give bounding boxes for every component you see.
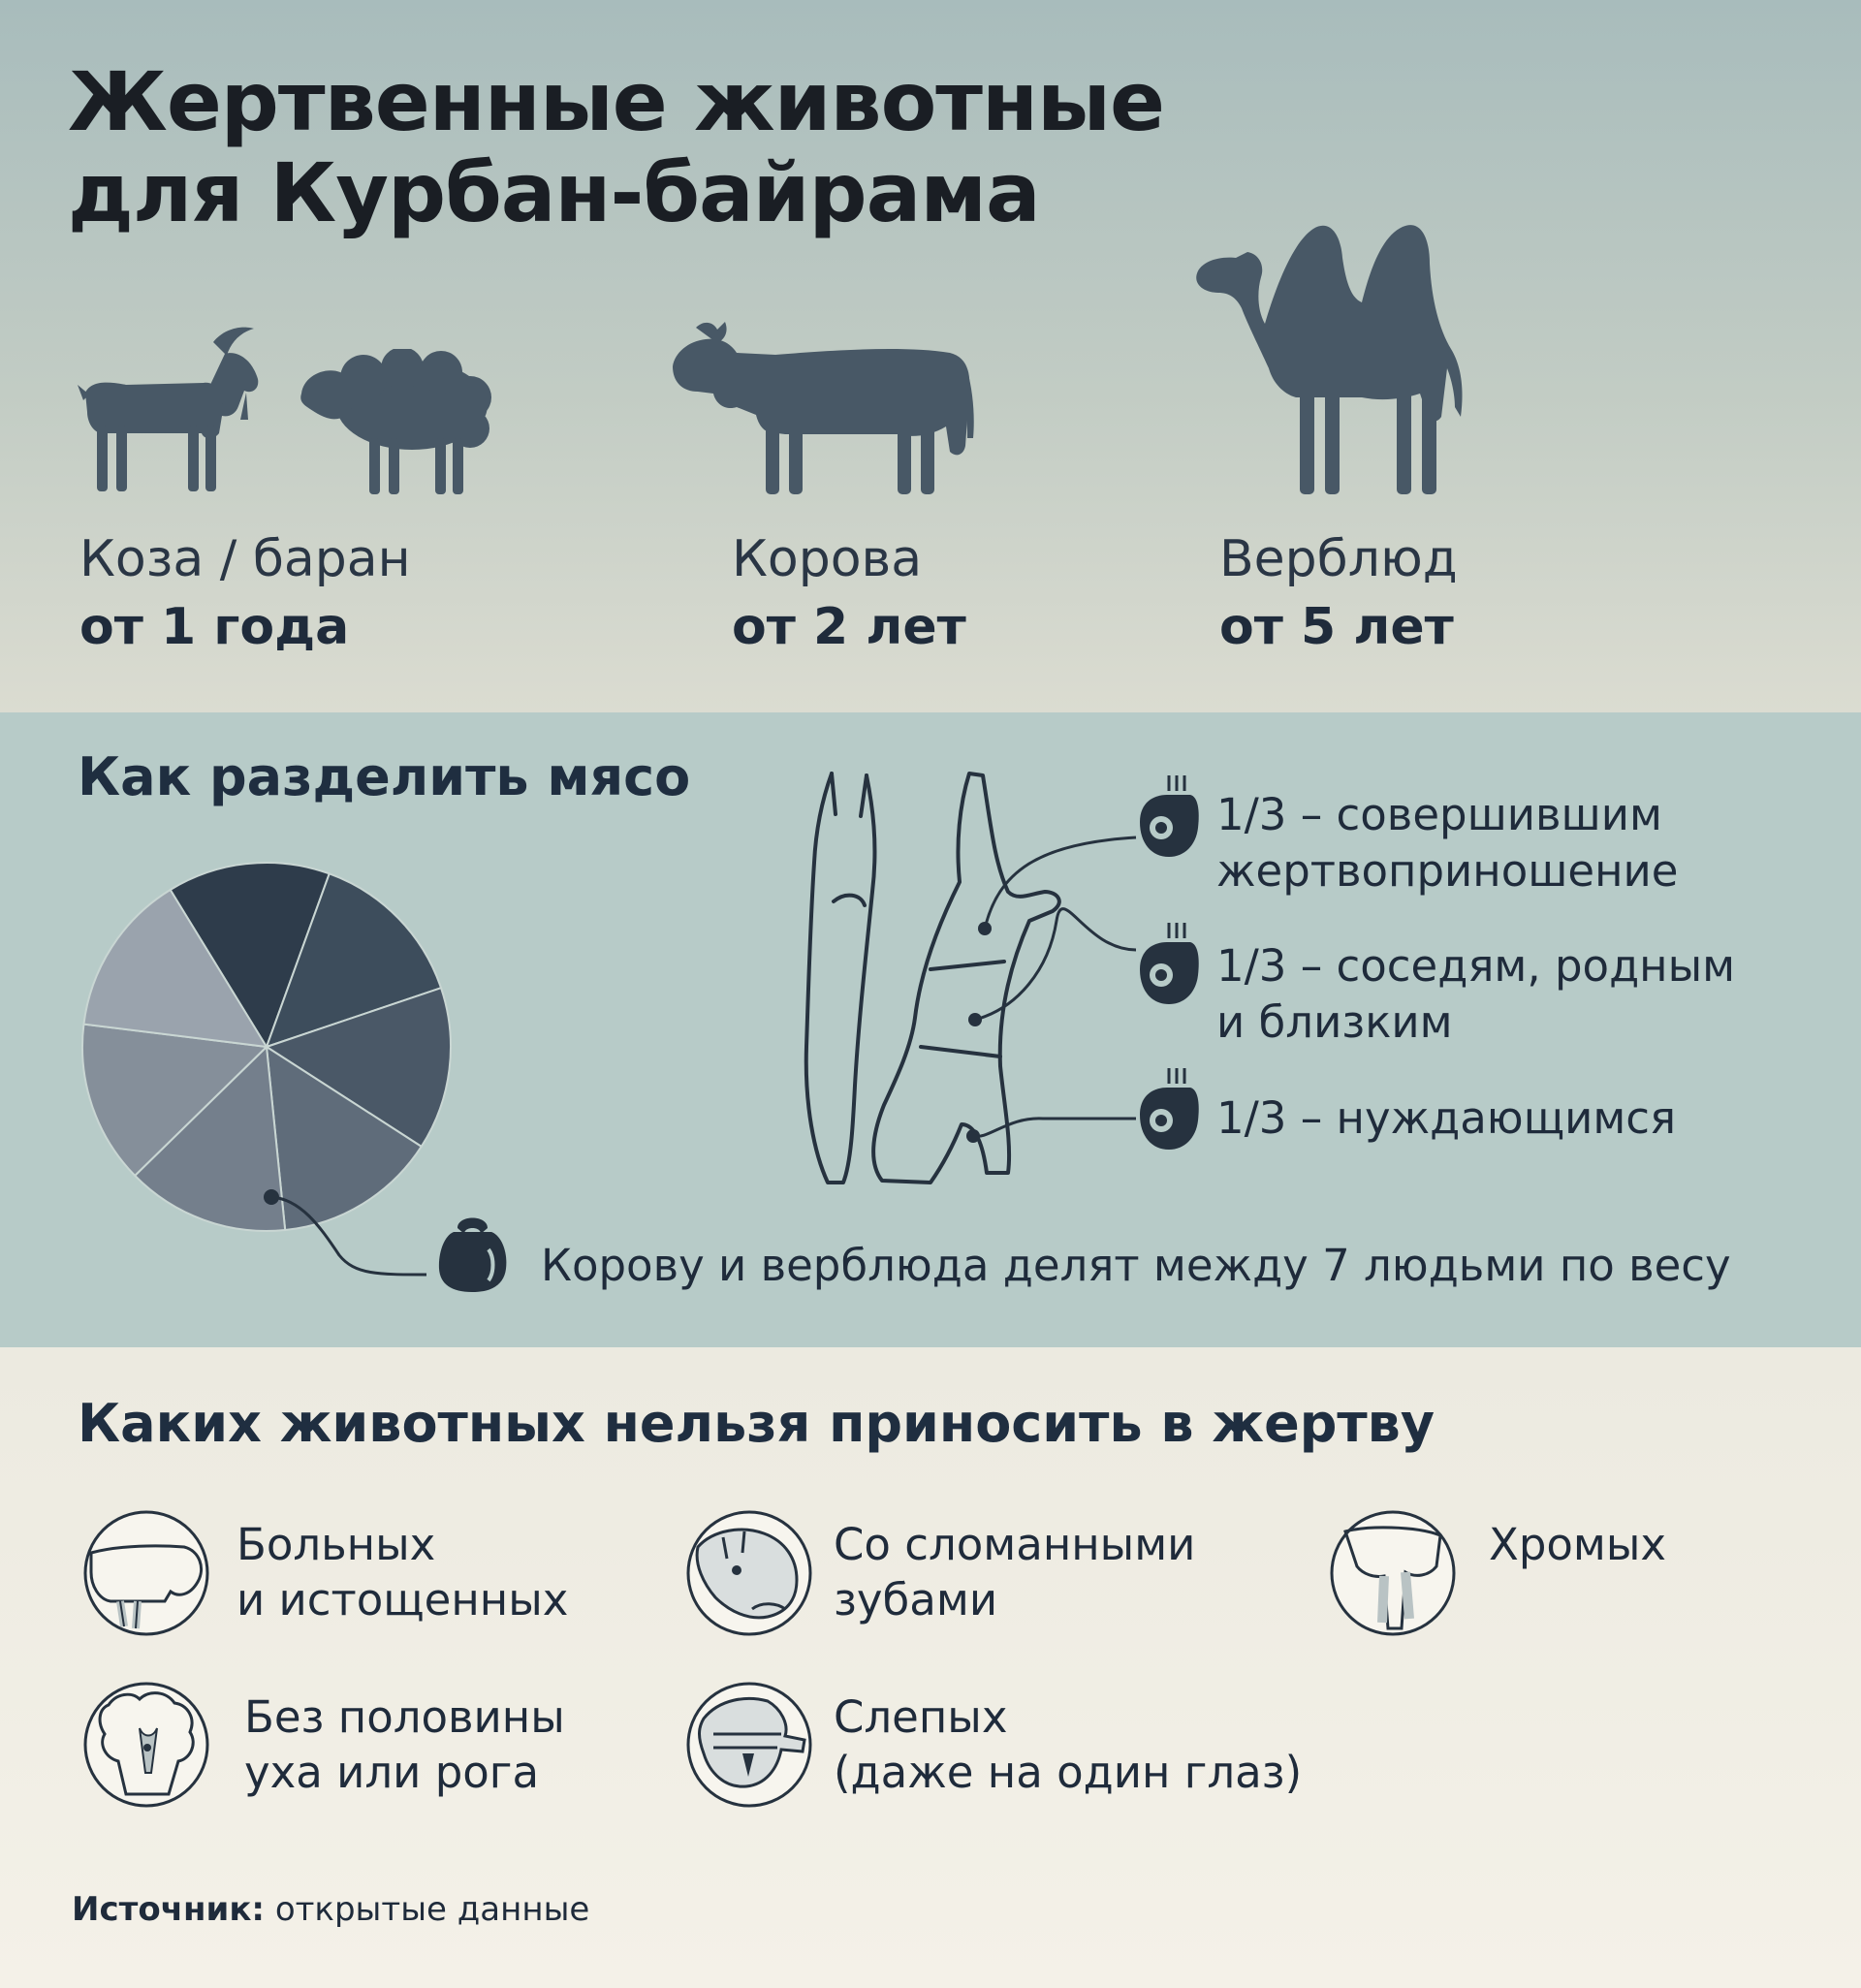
forbidden-line-1: Больных: [237, 1519, 436, 1570]
share-line-1: 1/3 – нуждающимся: [1216, 1092, 1677, 1144]
forbidden-item-missing-ear: [244, 1689, 565, 1800]
animal-camel: [1219, 525, 1458, 661]
animal-goat-sheep: [79, 525, 411, 661]
blind-animal-icon: [684, 1680, 814, 1810]
camel-icon: [1187, 223, 1478, 499]
share-line-2: и близким: [1216, 996, 1453, 1048]
source-text: открытые данные: [274, 1890, 590, 1929]
share-2: [1216, 938, 1735, 1051]
sheep-icon: [296, 349, 494, 499]
pie-chart: [78, 858, 456, 1236]
forbidden-item-sick: [237, 1517, 568, 1627]
carcass-diagram: [775, 756, 1163, 1221]
carcass-side-outline: [873, 773, 1059, 1183]
forbidden-line-2: (даже на один глаз): [834, 1747, 1303, 1798]
source-label: Источник:: [72, 1890, 266, 1929]
pie-leader-line: [262, 1187, 436, 1294]
forbidden-line-1: Хромых: [1489, 1519, 1667, 1570]
animal-age: от 1 года: [79, 598, 350, 656]
leader-line-3: [973, 1119, 1136, 1137]
animal-age: от 5 лет: [1219, 598, 1454, 656]
forbidden-line-1: Без половины: [244, 1691, 565, 1743]
goat-icon: [68, 325, 267, 499]
weight-icon: [436, 1207, 509, 1294]
cow-icon: [669, 310, 979, 499]
missing-ear-icon: [81, 1680, 211, 1810]
share-1: [1216, 787, 1678, 899]
share-line-1: 1/3 – соседям, родным: [1216, 940, 1736, 992]
title-line-1: Жертвенные животные: [68, 54, 1164, 149]
animal-cow: [732, 525, 966, 661]
animal-name: Коза / баран: [79, 530, 411, 588]
carcass-front-outline: [806, 773, 875, 1183]
forbidden-line-1: Со сломанными: [834, 1519, 1196, 1570]
meat-portion-icon: [1132, 1066, 1202, 1153]
meat-portion-icon: [1132, 921, 1202, 1008]
meat-heading: Как разделить мясо: [78, 746, 691, 807]
title-line-2: для Курбан-байрама: [68, 145, 1040, 240]
forbidden-line-2: и истощенных: [237, 1574, 569, 1625]
broken-teeth-icon: [684, 1508, 814, 1638]
forbidden-item-blind: [834, 1689, 1302, 1800]
page-title: [68, 56, 1164, 238]
lame-animal-icon: [1328, 1508, 1458, 1638]
source-note: [72, 1890, 589, 1929]
animal-name: Верблюд: [1219, 530, 1458, 588]
forbidden-heading: Каких животных нельзя приносить в жертву: [78, 1393, 1435, 1454]
share-3: [1216, 1090, 1676, 1147]
forbidden-line-2: зубами: [834, 1574, 998, 1625]
sick-animal-icon: [81, 1508, 211, 1638]
forbidden-item-lame: [1489, 1517, 1666, 1572]
meat-portion-icon: [1132, 773, 1202, 861]
share-line-1: 1/3 – совершившим: [1216, 789, 1662, 840]
weight-note: Корову и верблюда делят между 7 людьми по весу: [541, 1240, 1731, 1291]
share-line-2: жертвоприношение: [1216, 845, 1679, 897]
forbidden-item-broken-teeth: [834, 1517, 1195, 1627]
forbidden-line-1: Слепых: [834, 1691, 1008, 1743]
forbidden-line-2: уха или рога: [244, 1747, 540, 1798]
leader-line-1: [985, 837, 1136, 929]
animal-name: Корова: [732, 530, 923, 588]
animal-age: от 2 лет: [732, 598, 966, 656]
leader-line-2: [975, 909, 1136, 1020]
